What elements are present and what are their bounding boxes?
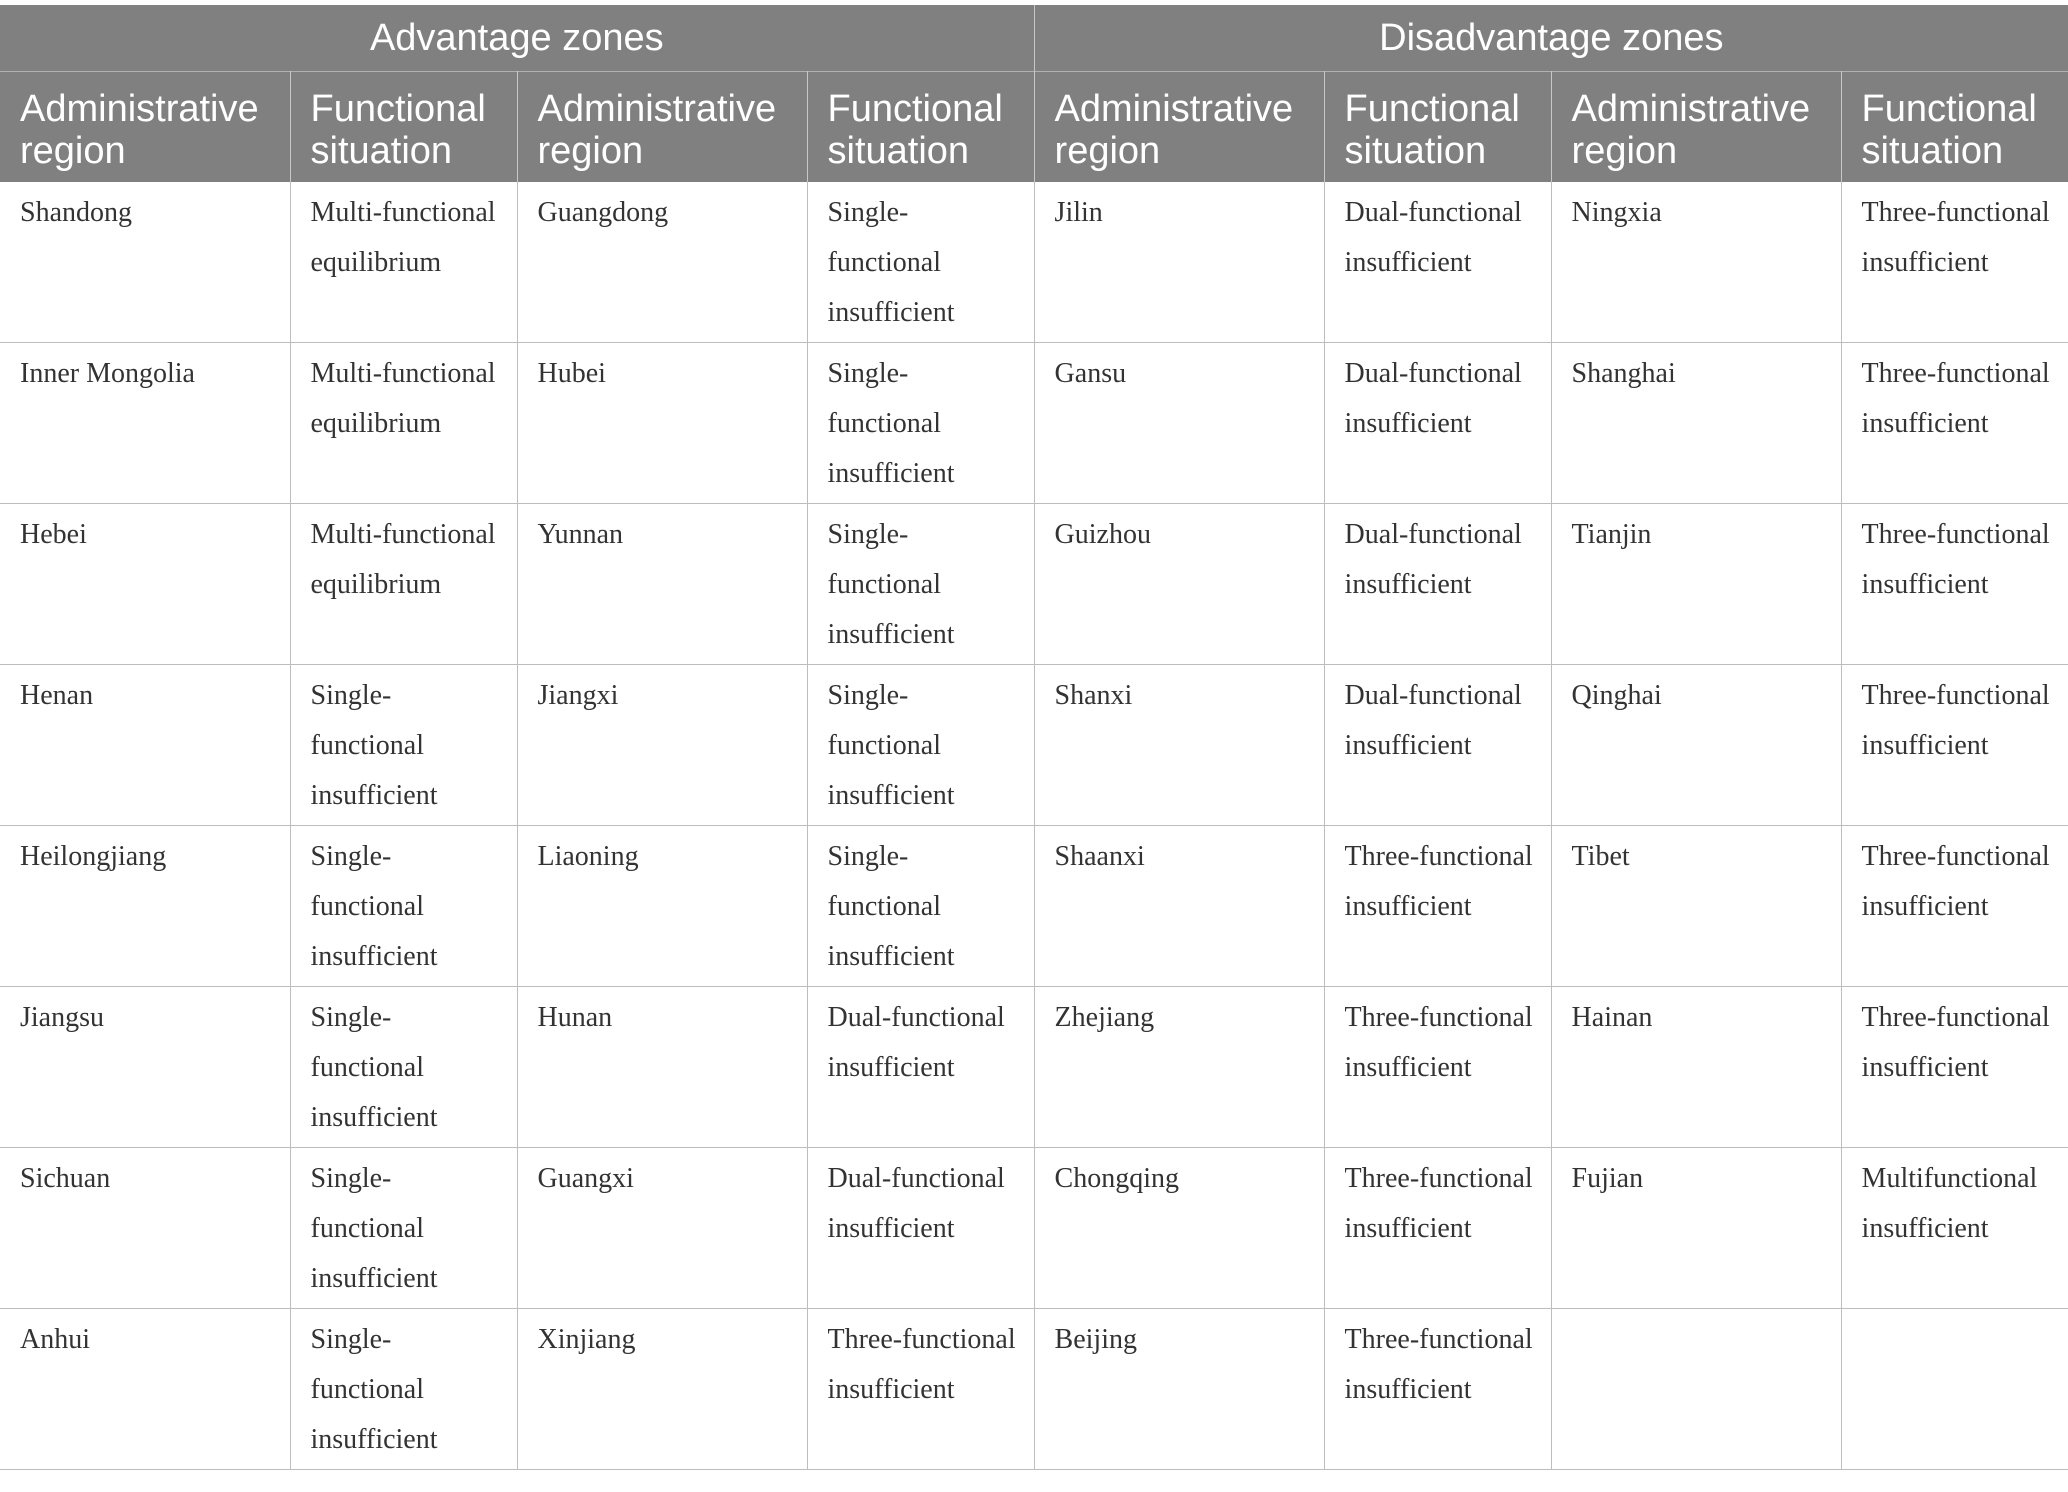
functional-situation-cell: Single-functional insufficient [290, 1148, 517, 1309]
functional-situation-cell: Three-functional insufficient [1324, 1309, 1551, 1470]
region-cell: Shandong [0, 182, 290, 343]
region-cell: Yunnan [517, 504, 807, 665]
region-cell: Liaoning [517, 826, 807, 987]
region-cell: Hunan [517, 987, 807, 1148]
zones-table [0, 5, 2068, 1470]
region-cell: Shanghai [1551, 343, 1841, 504]
column-header: Administrative region [1551, 72, 1841, 182]
table-row [0, 182, 2068, 343]
region-cell: Inner Mongolia [0, 343, 290, 504]
functional-situation-cell [1841, 1309, 2068, 1470]
table-row [0, 504, 2068, 665]
functional-situation-cell: Dual-functional insufficient [807, 987, 1034, 1148]
column-header: Administrative region [517, 72, 807, 182]
functional-situation-cell: Three-functional insufficient [1841, 826, 2068, 987]
region-cell: Zhejiang [1034, 987, 1324, 1148]
functional-situation-cell: Single-functional insufficient [807, 182, 1034, 343]
functional-situation-cell: Single-functional insufficient [290, 1309, 517, 1470]
region-cell: Guangxi [517, 1148, 807, 1309]
functional-situation-cell: Dual-functional insufficient [1324, 182, 1551, 343]
region-cell: Fujian [1551, 1148, 1841, 1309]
functional-situation-cell: Three-functional insufficient [1324, 826, 1551, 987]
region-cell: Tianjin [1551, 504, 1841, 665]
disadvantage-zones-header: Disadvantage zones [1034, 5, 2068, 72]
region-cell: Beijing [1034, 1309, 1324, 1470]
region-cell: Anhui [0, 1309, 290, 1470]
functional-situation-cell: Dual-functional insufficient [1324, 665, 1551, 826]
region-cell: Ningxia [1551, 182, 1841, 343]
column-header: Functional situation [290, 72, 517, 182]
zones-table-container [0, 5, 2068, 1470]
column-header: Administrative region [1034, 72, 1324, 182]
region-cell: Jiangxi [517, 665, 807, 826]
table-body [0, 182, 2068, 1470]
region-cell: Heilongjiang [0, 826, 290, 987]
column-header: Functional situation [807, 72, 1034, 182]
functional-situation-cell: Three-functional insufficient [1841, 343, 2068, 504]
region-cell: Guangdong [517, 182, 807, 343]
table-row [0, 1309, 2068, 1470]
region-cell: Hainan [1551, 987, 1841, 1148]
functional-situation-cell: Dual-functional insufficient [807, 1148, 1034, 1309]
region-cell: Jilin [1034, 182, 1324, 343]
functional-situation-cell: Multi-functional equilibrium [290, 343, 517, 504]
region-cell: Hebei [0, 504, 290, 665]
functional-situation-cell: Dual-functional insufficient [1324, 343, 1551, 504]
column-header-row [0, 72, 2068, 182]
region-cell: Sichuan [0, 1148, 290, 1309]
functional-situation-cell: Single-functional insufficient [290, 826, 517, 987]
functional-situation-cell: Three-functional insufficient [807, 1309, 1034, 1470]
region-cell [1551, 1309, 1841, 1470]
table-row [0, 987, 2068, 1148]
functional-situation-cell: Multi-functional equilibrium [290, 504, 517, 665]
functional-situation-cell: Single-functional insufficient [807, 826, 1034, 987]
column-header: Functional situation [1841, 72, 2068, 182]
region-cell: Shaanxi [1034, 826, 1324, 987]
region-cell: Tibet [1551, 826, 1841, 987]
functional-situation-cell: Multifunctional insufficient [1841, 1148, 2068, 1309]
region-cell: Henan [0, 665, 290, 826]
functional-situation-cell: Three-functional insufficient [1841, 987, 2068, 1148]
functional-situation-cell: Three-functional insufficient [1841, 665, 2068, 826]
functional-situation-cell: Dual-functional insufficient [1324, 504, 1551, 665]
functional-situation-cell: Single-functional insufficient [807, 665, 1034, 826]
region-cell: Chongqing [1034, 1148, 1324, 1309]
group-header-row [0, 5, 2068, 72]
region-cell: Jiangsu [0, 987, 290, 1148]
table-row [0, 665, 2068, 826]
table-row [0, 343, 2068, 504]
advantage-zones-header: Advantage zones [0, 5, 1034, 72]
functional-situation-cell: Three-functional insufficient [1841, 504, 2068, 665]
functional-situation-cell: Single-functional insufficient [290, 665, 517, 826]
table-row [0, 826, 2068, 987]
region-cell: Xinjiang [517, 1309, 807, 1470]
functional-situation-cell: Three-functional insufficient [1841, 182, 2068, 343]
functional-situation-cell: Three-functional insufficient [1324, 987, 1551, 1148]
functional-situation-cell: Single-functional insufficient [807, 504, 1034, 665]
column-header: Administrative region [0, 72, 290, 182]
table-header [0, 5, 2068, 182]
column-header: Functional situation [1324, 72, 1551, 182]
table-row [0, 1148, 2068, 1309]
functional-situation-cell: Single-functional insufficient [807, 343, 1034, 504]
region-cell: Qinghai [1551, 665, 1841, 826]
region-cell: Hubei [517, 343, 807, 504]
region-cell: Gansu [1034, 343, 1324, 504]
functional-situation-cell: Three-functional insufficient [1324, 1148, 1551, 1309]
functional-situation-cell: Multi-functional equilibrium [290, 182, 517, 343]
region-cell: Guizhou [1034, 504, 1324, 665]
region-cell: Shanxi [1034, 665, 1324, 826]
functional-situation-cell: Single-functional insufficient [290, 987, 517, 1148]
